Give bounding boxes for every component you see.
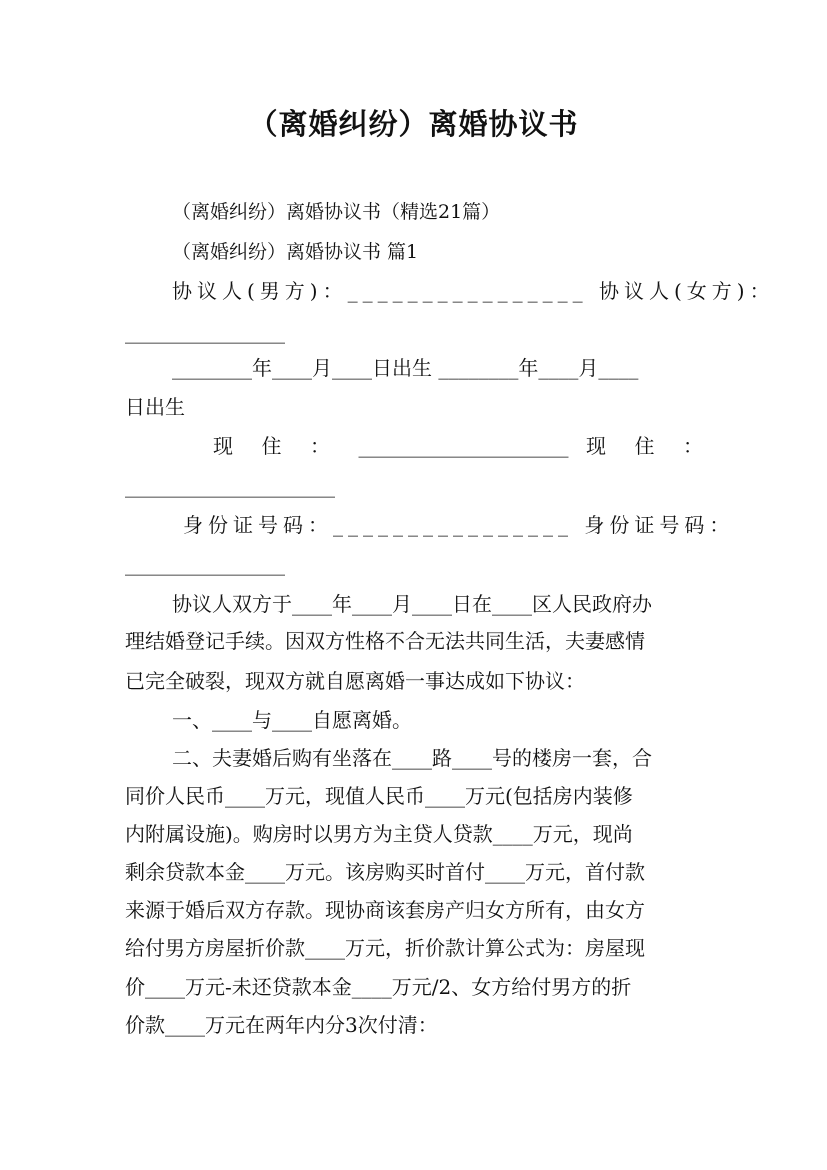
birth-date-line-cont: 日出生	[125, 395, 185, 419]
paragraph-line: 来源于婚后双方存款。现协商该套房产归女方所有，由女方	[125, 898, 645, 922]
paragraph-line: 价款____万元在两年内分3次付清：	[125, 1013, 438, 1037]
document-title: （离婚纠纷）离婚协议书	[248, 107, 579, 141]
clause-one: 一、____与____自愿离婚。	[172, 708, 412, 732]
paragraph-line: 同价人民币____万元，现值人民币____万元(包括房内装修	[125, 784, 633, 808]
party-names-line-cont: ________________	[125, 320, 285, 344]
birth-date-line: ________年____月____日出生 ________年____月____	[172, 356, 639, 380]
paragraph-line: 二、夫妻婚后购有坐落在____路____号的楼房一套，合	[172, 746, 652, 770]
id-number-line-cont: ________________	[125, 552, 285, 576]
party-names-line: 协议人(男方)：________________ 协议人(女方)：	[172, 279, 775, 303]
id-number-line: 身份证号码：________________ 身份证号码：	[183, 513, 735, 537]
paragraph-line: 已完全破裂，现双方就自愿离婚一事达成如下协议：	[125, 669, 585, 693]
paragraph-line: 给付男方房屋折价款____万元，折价款计算公式为：房屋现	[125, 936, 645, 960]
address-line-cont: _____________________	[125, 474, 335, 498]
paragraph-line: 价____万元-未还贷款本金____万元/2、女方给付男方的折	[125, 975, 632, 999]
paragraph-line: 协议人双方于____年____月____日在____区人民政府办	[172, 592, 652, 616]
paragraph-line: 剩余贷款本金____万元。该房购买时首付____万元，首付款	[125, 860, 645, 884]
paragraph-line: 内附属设施)。购房时以男方为主贷人贷款____万元，现尚	[125, 822, 633, 846]
address-line: 现 住 ： _____________________ 现 住 ：	[213, 434, 703, 458]
section-heading: （离婚纠纷）离婚协议书 篇1	[172, 241, 419, 263]
subtitle-line: （离婚纠纷）离婚协议书（精选21篇）	[172, 201, 501, 223]
paragraph-line: 理结婚登记手续。因双方性格不合无法共同生活，夫妻感情	[125, 629, 645, 653]
